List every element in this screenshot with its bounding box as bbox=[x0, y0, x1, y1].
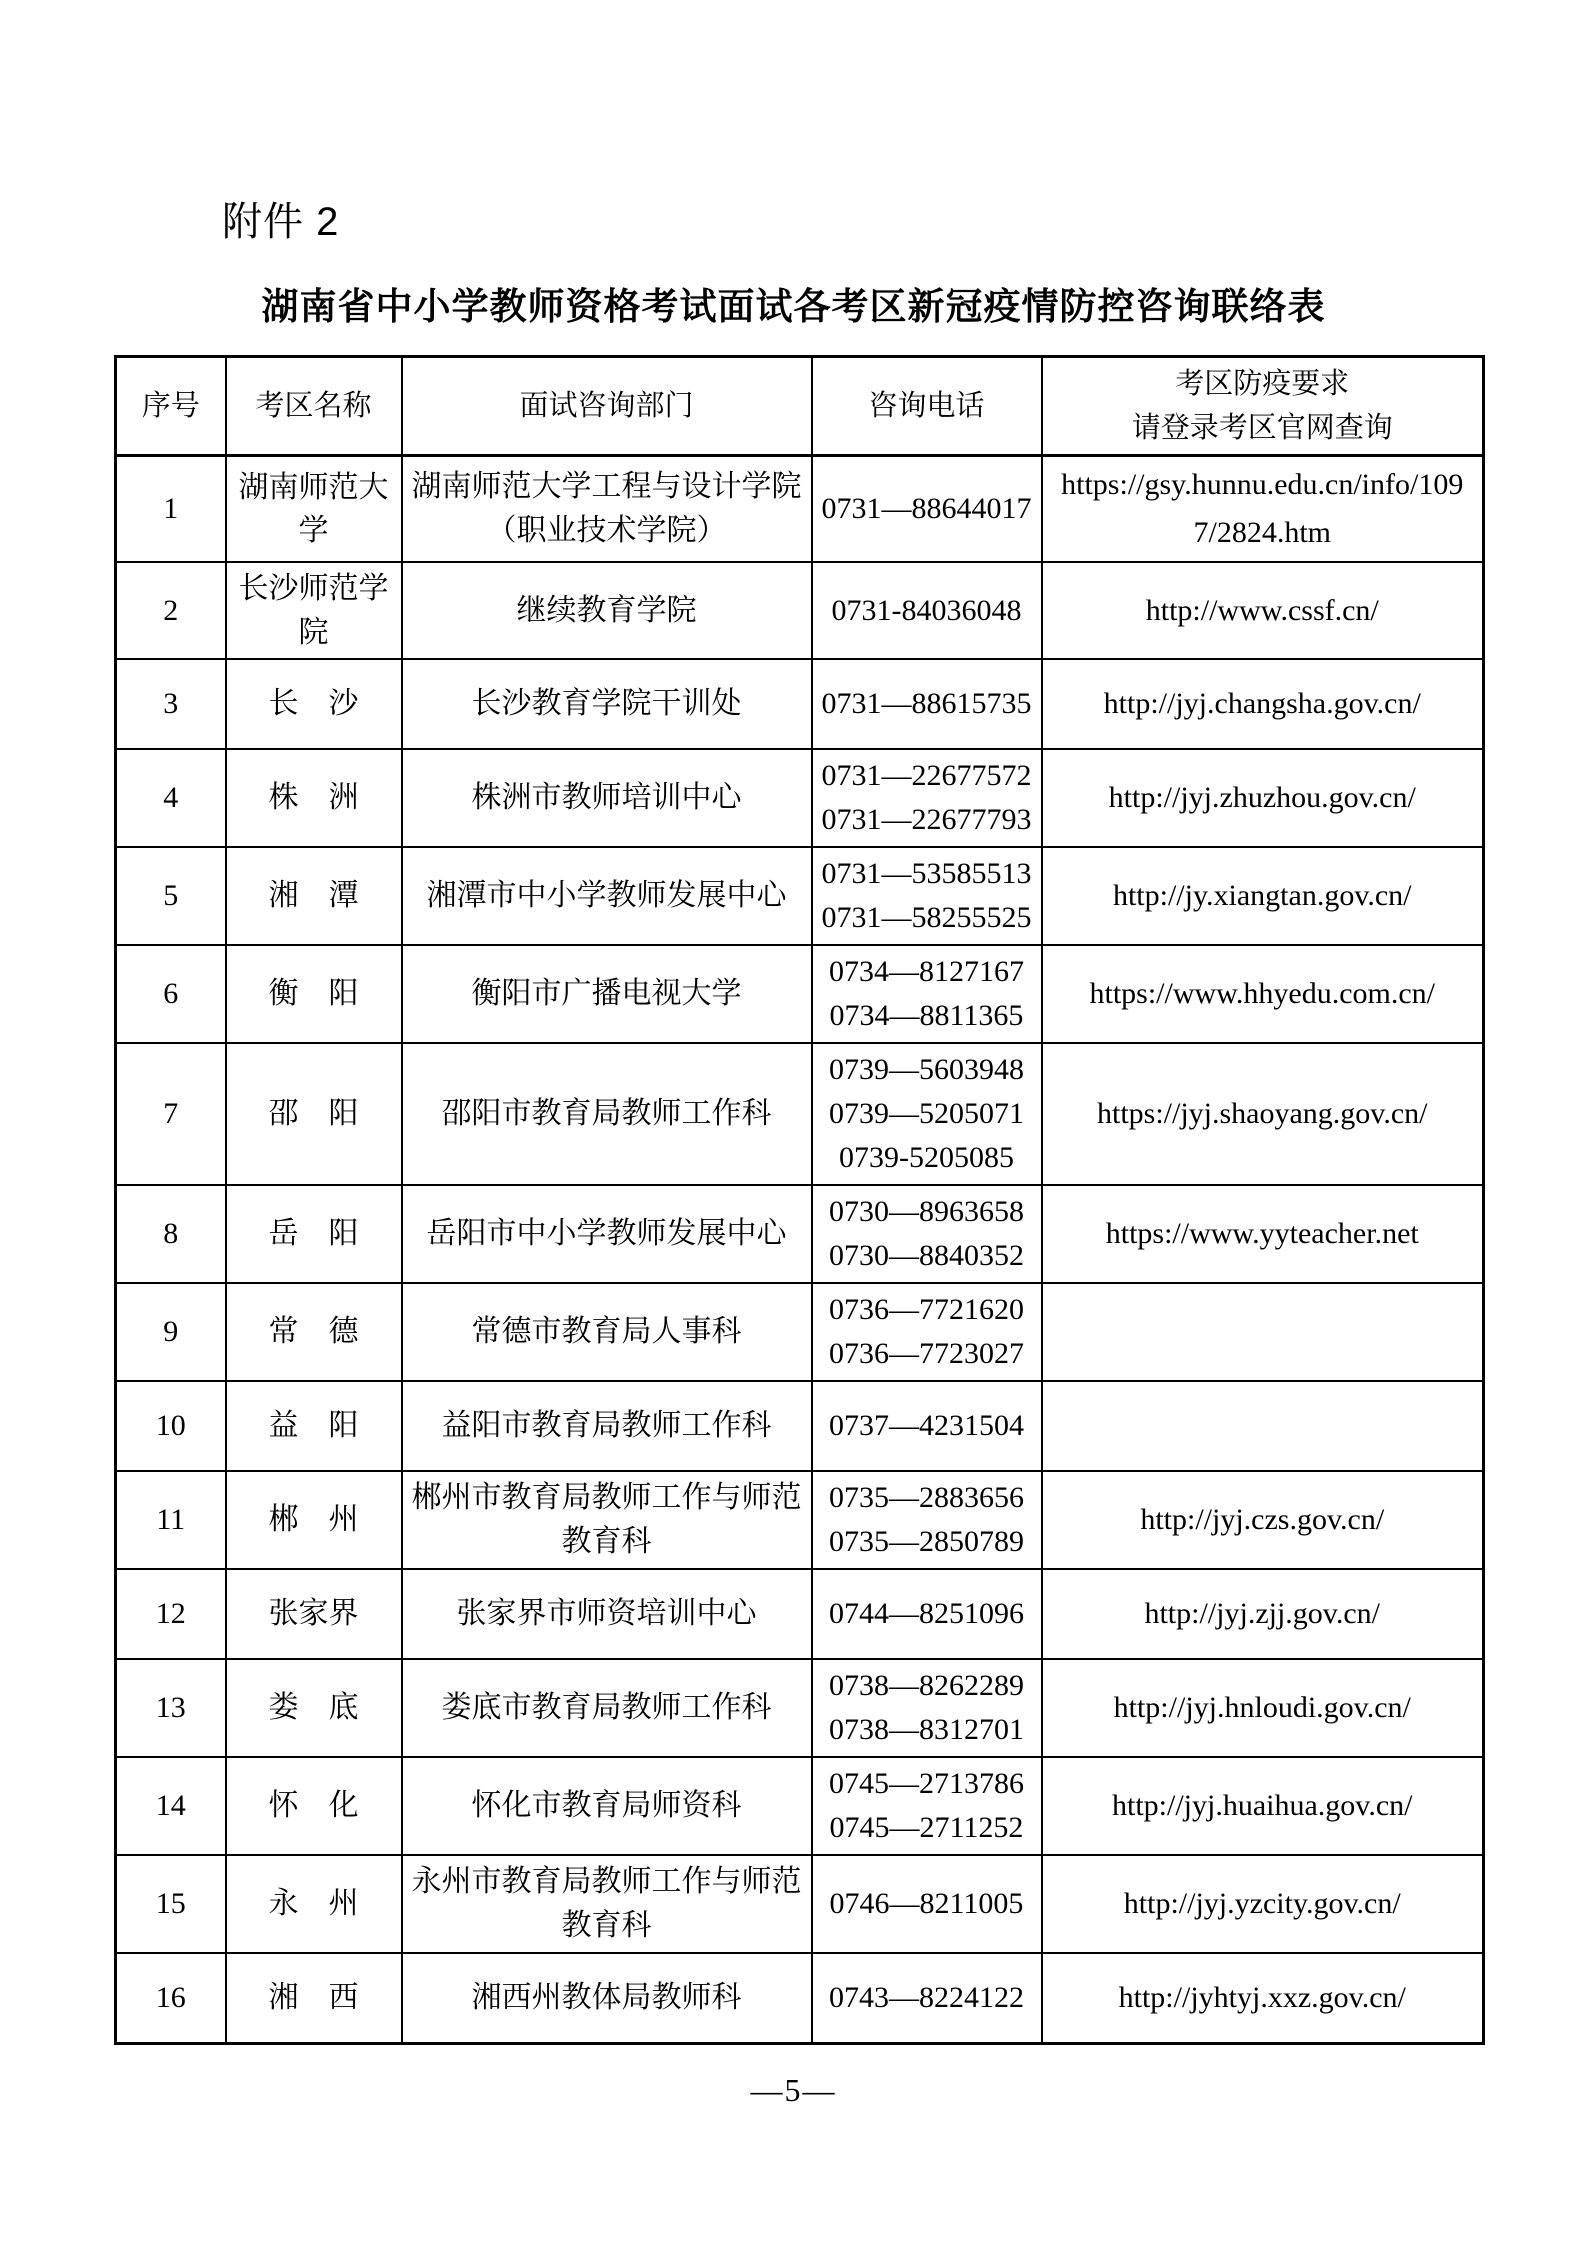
cell-url: http://jyj.changsha.gov.cn/ bbox=[1042, 659, 1484, 749]
cell-index: 12 bbox=[116, 1569, 226, 1659]
attachment-label: 附件 2 bbox=[222, 200, 340, 244]
cell-url: http://jyj.hnloudi.gov.cn/ bbox=[1042, 1659, 1484, 1757]
cell-url: http://jyj.czs.gov.cn/ bbox=[1042, 1471, 1484, 1569]
table-row bbox=[116, 847, 1484, 945]
cell-area: 郴 州 bbox=[226, 1471, 402, 1569]
cell-department: 湘潭市中小学教师发展中心 bbox=[402, 847, 812, 945]
cell-index: 3 bbox=[116, 659, 226, 749]
cell-index: 11 bbox=[116, 1471, 226, 1569]
cell-department: 张家界市师资培训中心 bbox=[402, 1569, 812, 1659]
header-requirements bbox=[1042, 357, 1484, 456]
phone-number: 0731—58255525 bbox=[821, 901, 1032, 934]
phone-number: 0743—8224122 bbox=[829, 1981, 1024, 2014]
cell-index: 15 bbox=[116, 1855, 226, 1953]
cell-department: 永州市教育局教师工作与师范教育科 bbox=[402, 1855, 812, 1953]
phone-number: 0731—22677793 bbox=[821, 803, 1032, 836]
cell-url: https://www.yyteacher.net bbox=[1042, 1185, 1484, 1283]
cell-department: 益阳市教育局教师工作科 bbox=[402, 1381, 812, 1471]
phone-number: 0731—53585513 bbox=[821, 857, 1032, 890]
table-row bbox=[116, 749, 1484, 847]
cell-phone bbox=[812, 1283, 1042, 1381]
cell-phone bbox=[812, 1569, 1042, 1659]
cell-index: 13 bbox=[116, 1659, 226, 1757]
phone-number: 0739-5205085 bbox=[839, 1141, 1014, 1174]
cell-area: 邵 阳 bbox=[226, 1043, 402, 1185]
cell-phone bbox=[812, 1953, 1042, 2044]
cell-index: 14 bbox=[116, 1757, 226, 1855]
table-row bbox=[116, 1757, 1484, 1855]
cell-area: 娄 底 bbox=[226, 1659, 402, 1757]
cell-department: 郴州市教育局教师工作与师范教育科 bbox=[402, 1471, 812, 1569]
cell-url: http://jyj.huaihua.gov.cn/ bbox=[1042, 1757, 1484, 1855]
cell-phone bbox=[812, 1659, 1042, 1757]
cell-phone bbox=[812, 1043, 1042, 1185]
cell-phone bbox=[812, 749, 1042, 847]
phone-number: 0736—7721620 bbox=[829, 1293, 1024, 1326]
cell-department: 常德市教育局人事科 bbox=[402, 1283, 812, 1381]
cell-phone bbox=[812, 456, 1042, 563]
cell-index: 8 bbox=[116, 1185, 226, 1283]
cell-url: http://jyhtyj.xxz.gov.cn/ bbox=[1042, 1953, 1484, 2044]
cell-url bbox=[1042, 1283, 1484, 1381]
cell-department: 娄底市教育局教师工作科 bbox=[402, 1659, 812, 1757]
header-area: 考区名称 bbox=[226, 357, 402, 456]
cell-department: 湖南师范大学工程与设计学院（职业技术学院） bbox=[402, 456, 812, 563]
table-row bbox=[116, 1283, 1484, 1381]
phone-number: 0737—4231504 bbox=[829, 1409, 1024, 1442]
cell-url: http://jyj.zhuzhou.gov.cn/ bbox=[1042, 749, 1484, 847]
cell-area: 长 沙 bbox=[226, 659, 402, 749]
cell-phone bbox=[812, 1855, 1042, 1953]
cell-area: 岳 阳 bbox=[226, 1185, 402, 1283]
phone-number: 0731-84036048 bbox=[831, 593, 1022, 627]
contact-table bbox=[114, 355, 1485, 2045]
cell-phone bbox=[812, 562, 1042, 659]
cell-index: 9 bbox=[116, 1283, 226, 1381]
table-header-row bbox=[116, 357, 1484, 456]
cell-index: 4 bbox=[116, 749, 226, 847]
cell-url: https://jyj.shaoyang.gov.cn/ bbox=[1042, 1043, 1484, 1185]
cell-department: 邵阳市教育局教师工作科 bbox=[402, 1043, 812, 1185]
cell-area: 怀 化 bbox=[226, 1757, 402, 1855]
table-row bbox=[116, 1043, 1484, 1185]
cell-index: 5 bbox=[116, 847, 226, 945]
cell-index: 7 bbox=[116, 1043, 226, 1185]
table-row bbox=[116, 1471, 1484, 1569]
table-row bbox=[116, 1381, 1484, 1471]
cell-area: 湘 潭 bbox=[226, 847, 402, 945]
cell-url: https://gsy.hunnu.edu.cn/info/1097/2824.htm bbox=[1042, 456, 1484, 563]
phone-number: 0744—8251096 bbox=[829, 1597, 1024, 1630]
cell-phone bbox=[812, 1381, 1042, 1471]
header-requirements-line1: 考区防疫要求 bbox=[1175, 368, 1350, 400]
phone-number: 0735—2850789 bbox=[829, 1525, 1024, 1558]
page-title: 湖南省中小学教师资格考试面试各考区新冠疫情防控咨询联络表 bbox=[261, 287, 1326, 328]
table-row bbox=[116, 945, 1484, 1043]
cell-area: 湘 西 bbox=[226, 1953, 402, 2044]
cell-area: 衡 阳 bbox=[226, 945, 402, 1043]
cell-phone bbox=[812, 1757, 1042, 1855]
cell-area: 永 州 bbox=[226, 1855, 402, 1953]
phone-number: 0731—88644017 bbox=[821, 492, 1032, 525]
header-index: 序号 bbox=[116, 357, 226, 456]
phone-number: 0745—2711252 bbox=[829, 1811, 1024, 1844]
cell-department: 长沙教育学院干训处 bbox=[402, 659, 812, 749]
table-row bbox=[116, 1855, 1484, 1953]
cell-phone bbox=[812, 847, 1042, 945]
table-row bbox=[116, 1659, 1484, 1757]
cell-index: 10 bbox=[116, 1381, 226, 1471]
cell-area: 株 洲 bbox=[226, 749, 402, 847]
phone-number: 0730—8840352 bbox=[829, 1239, 1024, 1272]
cell-area: 益 阳 bbox=[226, 1381, 402, 1471]
phone-number: 0746—8211005 bbox=[829, 1887, 1024, 1920]
table-row bbox=[116, 1569, 1484, 1659]
header-department: 面试咨询部门 bbox=[402, 357, 812, 456]
cell-department: 湘西州教体局教师科 bbox=[402, 1953, 812, 2044]
cell-department: 继续教育学院 bbox=[402, 562, 812, 659]
phone-number: 0731—22677572 bbox=[821, 759, 1032, 792]
table-row bbox=[116, 1953, 1484, 2044]
cell-department: 怀化市教育局师资科 bbox=[402, 1757, 812, 1855]
table-row bbox=[116, 562, 1484, 659]
cell-area: 张家界 bbox=[226, 1569, 402, 1659]
cell-index: 2 bbox=[116, 562, 226, 659]
cell-url bbox=[1042, 1381, 1484, 1471]
cell-area: 湖南师范大学 bbox=[226, 456, 402, 563]
cell-index: 6 bbox=[116, 945, 226, 1043]
cell-area: 长沙师范学院 bbox=[226, 562, 402, 659]
cell-department: 衡阳市广播电视大学 bbox=[402, 945, 812, 1043]
page-number: —5— bbox=[750, 2072, 837, 2108]
cell-department: 株洲市教师培训中心 bbox=[402, 749, 812, 847]
phone-number: 0735—2883656 bbox=[829, 1481, 1024, 1514]
cell-url: http://www.cssf.cn/ bbox=[1042, 562, 1484, 659]
phone-number: 0731—88615735 bbox=[821, 687, 1032, 720]
cell-url: http://jyj.zjj.gov.cn/ bbox=[1042, 1569, 1484, 1659]
header-phone: 咨询电话 bbox=[812, 357, 1042, 456]
phone-number: 0739—5205071 bbox=[829, 1097, 1024, 1130]
table-row bbox=[116, 659, 1484, 749]
cell-url: https://www.hhyedu.com.cn/ bbox=[1042, 945, 1484, 1043]
phone-number: 0745—2713786 bbox=[829, 1767, 1024, 1800]
cell-url: http://jyj.yzcity.gov.cn/ bbox=[1042, 1855, 1484, 1953]
cell-phone bbox=[812, 1185, 1042, 1283]
header-requirements-line2: 请登录考区官网查询 bbox=[1131, 412, 1393, 444]
table-row bbox=[116, 456, 1484, 563]
table-row bbox=[116, 1185, 1484, 1283]
cell-phone bbox=[812, 945, 1042, 1043]
cell-phone bbox=[812, 659, 1042, 749]
cell-url: http://jy.xiangtan.gov.cn/ bbox=[1042, 847, 1484, 945]
phone-number: 0734—8811365 bbox=[829, 999, 1024, 1032]
phone-number: 0730—8963658 bbox=[829, 1195, 1024, 1228]
phone-number: 0738—8262289 bbox=[829, 1669, 1024, 1702]
cell-index: 1 bbox=[116, 456, 226, 563]
cell-area: 常 德 bbox=[226, 1283, 402, 1381]
phone-number: 0734—8127167 bbox=[829, 955, 1024, 988]
phone-number: 0736—7723027 bbox=[829, 1337, 1024, 1370]
cell-index: 16 bbox=[116, 1953, 226, 2044]
phone-number: 0739—5603948 bbox=[829, 1053, 1024, 1086]
phone-number: 0738—8312701 bbox=[829, 1713, 1024, 1746]
cell-department: 岳阳市中小学教师发展中心 bbox=[402, 1185, 812, 1283]
cell-phone bbox=[812, 1471, 1042, 1569]
